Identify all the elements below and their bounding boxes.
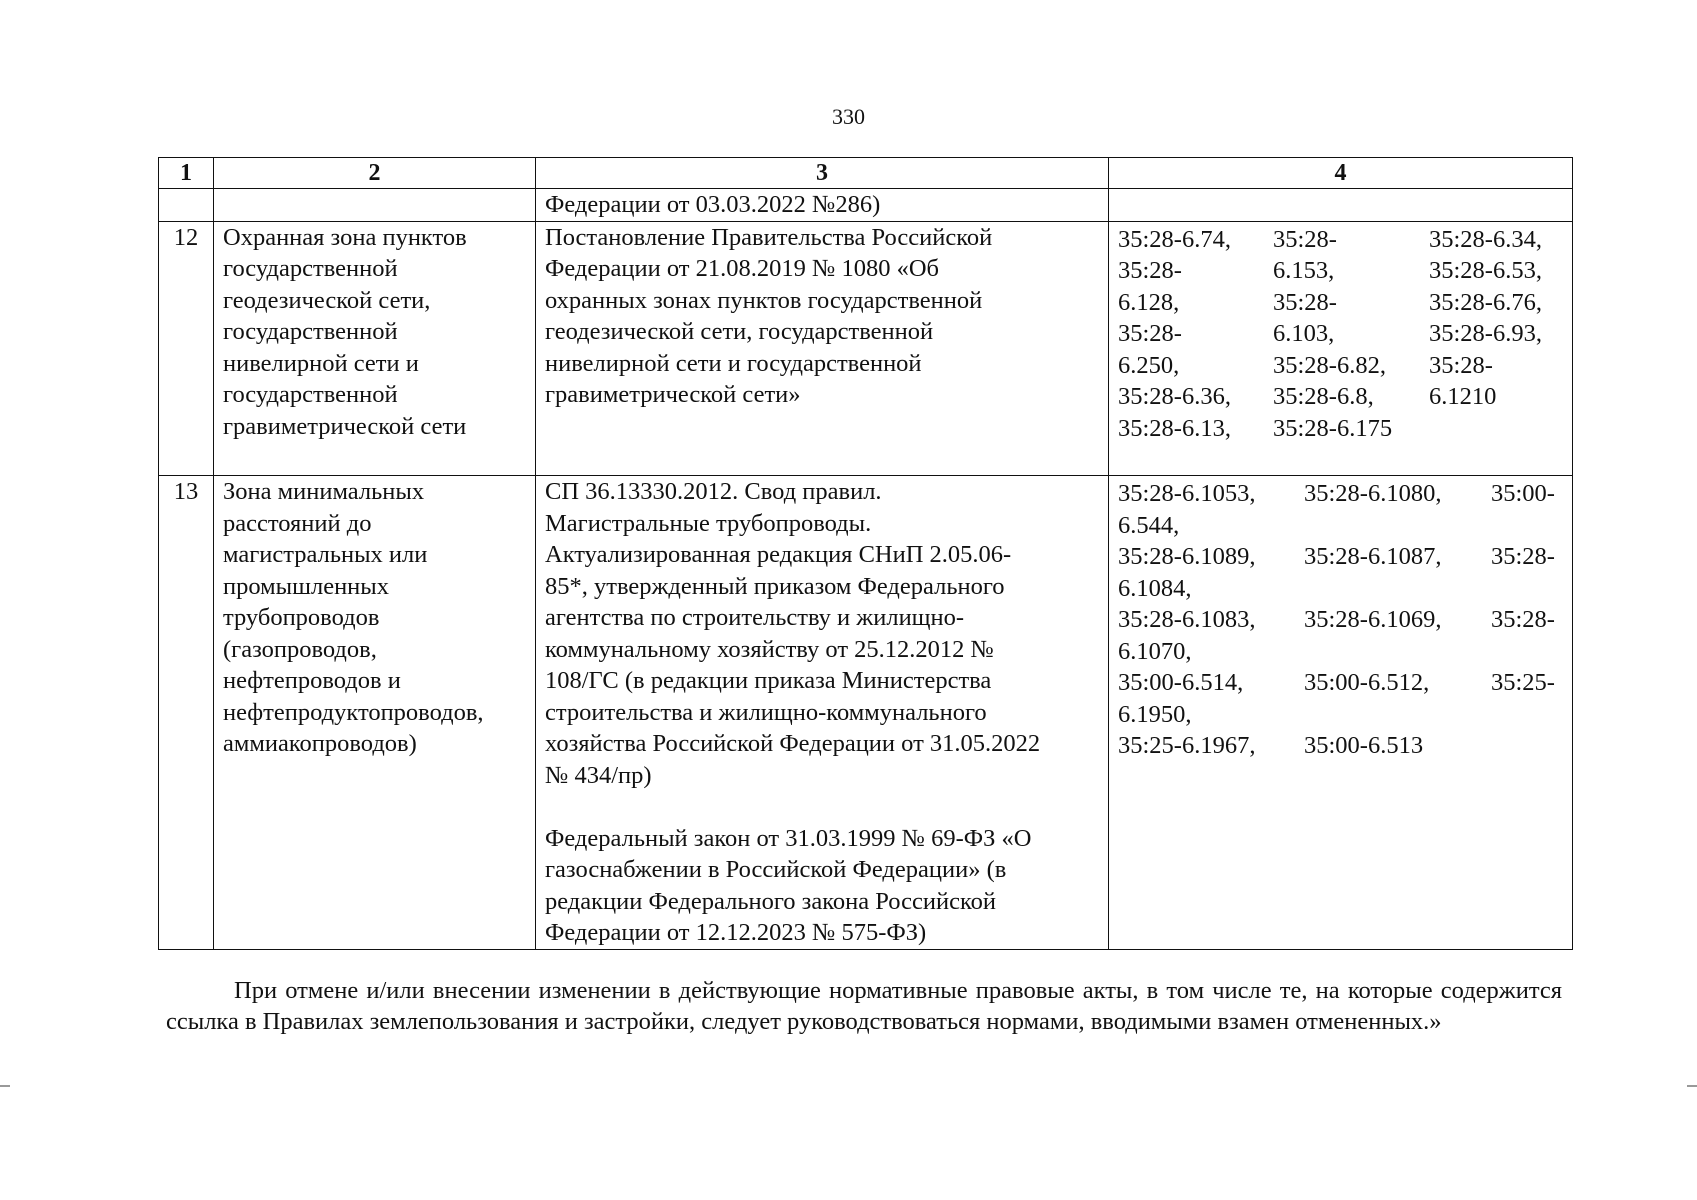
row-number: 13 (159, 476, 214, 950)
text-line: Постановление Правительства Российской (545, 223, 993, 251)
edge-mark-left (0, 1085, 10, 1087)
text-line: нефтепродуктопроводов, (223, 698, 484, 726)
zone-code: 35:00-6.514, (1118, 669, 1244, 696)
table-row (159, 221, 1573, 476)
zones-table (158, 157, 1573, 950)
zone-code (1491, 636, 1563, 668)
zone-code: 35:28- (1429, 351, 1493, 379)
zone-code (1304, 510, 1491, 542)
text-line: геодезической сети, государственной (545, 318, 934, 345)
text-line: государственной (223, 255, 398, 282)
text-line: нефтепроводов и (223, 667, 401, 694)
zone-code: 35:28- (1491, 543, 1555, 570)
text-line: магистральных или (223, 541, 428, 568)
text-line: строительства и жилищно-коммунального (545, 698, 987, 726)
text-line: 85*, утвержденный приказом Федерального (545, 572, 1005, 600)
text-line: гравиметрической сети (223, 412, 467, 440)
text-line: СП 36.13330.2012. Свод правил. (545, 478, 882, 505)
text-line: геодезической сети, (223, 286, 431, 314)
text-line: государственной (223, 381, 398, 408)
zone-code: 35:28-6.1083, (1118, 606, 1256, 633)
zone-code: 35:28-6.8, (1273, 383, 1374, 410)
zone-codes-cell (1109, 476, 1573, 950)
zone-code: 35:28- (1273, 288, 1337, 316)
continuation-col-1 (159, 189, 214, 222)
text-line: Магистральные трубопроводы. (545, 509, 872, 537)
zone-code (1491, 510, 1563, 542)
zone-code: 35:28-6.1080, (1304, 480, 1442, 507)
zone-code: 6.1084, (1118, 574, 1192, 602)
text-line: 108/ГС (в редакции приказа Министерства (545, 667, 992, 694)
zone-code (1304, 699, 1491, 731)
edge-mark-right (1687, 1085, 1697, 1087)
text-line: редакции Федерального закона Российской (545, 887, 996, 915)
closing-paragraph: При отмене и/или внесении изменении в действующие нормативные правовые акты, в том числе те, на которые содержится ссылка в Правилах землепользования и застройки, следует руководствоваться нормами, вводимыми взамен отмененных.» (166, 977, 1562, 1035)
text-line: гравиметрической сети» (545, 381, 801, 408)
text-line: нивелирной сети и государственной (545, 349, 922, 377)
text-line: расстояний до (223, 509, 372, 537)
continuation-col-2 (214, 189, 536, 222)
zone-code (1304, 636, 1491, 668)
zone-code: 35:28-6.82, (1273, 351, 1386, 379)
zone-code: 35:28-6.93, (1429, 320, 1542, 347)
page-number: 330 (832, 104, 865, 129)
legal-basis-cell (536, 476, 1109, 950)
text-line: охранных зонах пунктов государственной (545, 286, 983, 314)
zone-code (1491, 730, 1563, 762)
zone-codes-cell (1109, 221, 1573, 476)
zone-code: 35:28-6.1069, (1304, 606, 1442, 633)
zone-code: 6.544, (1118, 511, 1180, 539)
zone-name-cell (214, 221, 536, 476)
zone-code: 35:28-6.74, (1118, 225, 1231, 253)
zone-code: 6.250, (1118, 351, 1180, 379)
zone-code: 35:00- (1491, 480, 1555, 507)
text-line: коммунальному хозяйству от 25.12.2012 № (545, 635, 994, 663)
zone-code: 35:28-6.1089, (1118, 543, 1256, 570)
text-line: (газопроводов, (223, 635, 377, 663)
text-line: Охранная зона пунктов (223, 223, 467, 251)
zone-code: 35:25-6.1967, (1118, 732, 1256, 759)
text-line: аммиакопроводов) (223, 730, 417, 757)
zone-code: 35:28- (1491, 606, 1555, 633)
text-line: трубопроводов (223, 604, 380, 631)
table-row (159, 476, 1573, 950)
zone-code: 35:28- (1273, 225, 1337, 253)
text-line: газоснабжении в Российской Федерации» (в (545, 856, 1007, 883)
zone-code: 35:25- (1491, 669, 1555, 696)
zone-code (1491, 573, 1563, 605)
header-col-2: 2 (214, 158, 536, 189)
continuation-basis: Федерации от 03.03.2022 №286) (536, 189, 1109, 222)
zone-code: 35:28- (1118, 257, 1182, 284)
continuation-col-4 (1109, 189, 1573, 222)
zone-code (1491, 699, 1563, 731)
zone-code: 6.1070, (1118, 637, 1192, 665)
zone-code: 6.103, (1273, 320, 1335, 347)
text-line: Федерации от 12.12.2023 № 575-ФЗ) (545, 919, 927, 946)
text-line: Федерации от 21.08.2019 № 1080 «Об (545, 255, 939, 282)
text-line: Актуализированная редакция СНиП 2.05.06- (545, 541, 1012, 568)
text-line: промышленных (223, 572, 390, 600)
legal-basis-cell (536, 221, 1109, 476)
header-col-1: 1 (159, 158, 214, 189)
text-line: Зона минимальных (223, 478, 425, 505)
zone-code: 35:28-6.13, (1118, 414, 1231, 442)
table-header-row (159, 158, 1573, 189)
zone-code: 35:28-6.34, (1429, 225, 1542, 253)
row-number: 12 (159, 221, 214, 476)
zone-code: 35:28-6.76, (1429, 288, 1542, 316)
zone-code (1429, 413, 1563, 445)
text-line: Федеральный закон от 31.03.1999 № 69-ФЗ «О (545, 824, 1032, 852)
header-col-4: 4 (1109, 158, 1573, 189)
zone-code: 35:28-6.36, (1118, 383, 1231, 410)
zone-code: 6.128, (1118, 288, 1180, 316)
text-line: агентства по строительству и жилищно- (545, 604, 965, 631)
text-line: нивелирной сети и (223, 349, 419, 377)
text-line: государственной (223, 318, 398, 345)
text-line (545, 791, 1099, 823)
header-col-3: 3 (536, 158, 1109, 189)
zone-code: 35:28-6.1087, (1304, 543, 1442, 570)
zone-code: 35:28- (1118, 320, 1182, 347)
zone-code: 35:28-6.1053, (1118, 480, 1256, 507)
text-line: № 434/пр) (545, 761, 652, 789)
zone-code: 35:00-6.512, (1304, 669, 1430, 696)
zone-code: 35:28-6.175 (1273, 414, 1393, 442)
zone-name-cell (214, 476, 536, 950)
text-line: хозяйства Российской Федерации от 31.05.2022 (545, 730, 1041, 757)
zone-code: 35:28-6.53, (1429, 257, 1542, 284)
zone-code: 6.1950, (1118, 700, 1192, 728)
zone-code: 6.1210 (1429, 383, 1497, 410)
zone-code: 6.153, (1273, 257, 1335, 284)
continuation-row (159, 189, 1573, 222)
zone-code: 35:00-6.513 (1304, 732, 1424, 759)
zone-code (1304, 573, 1491, 605)
